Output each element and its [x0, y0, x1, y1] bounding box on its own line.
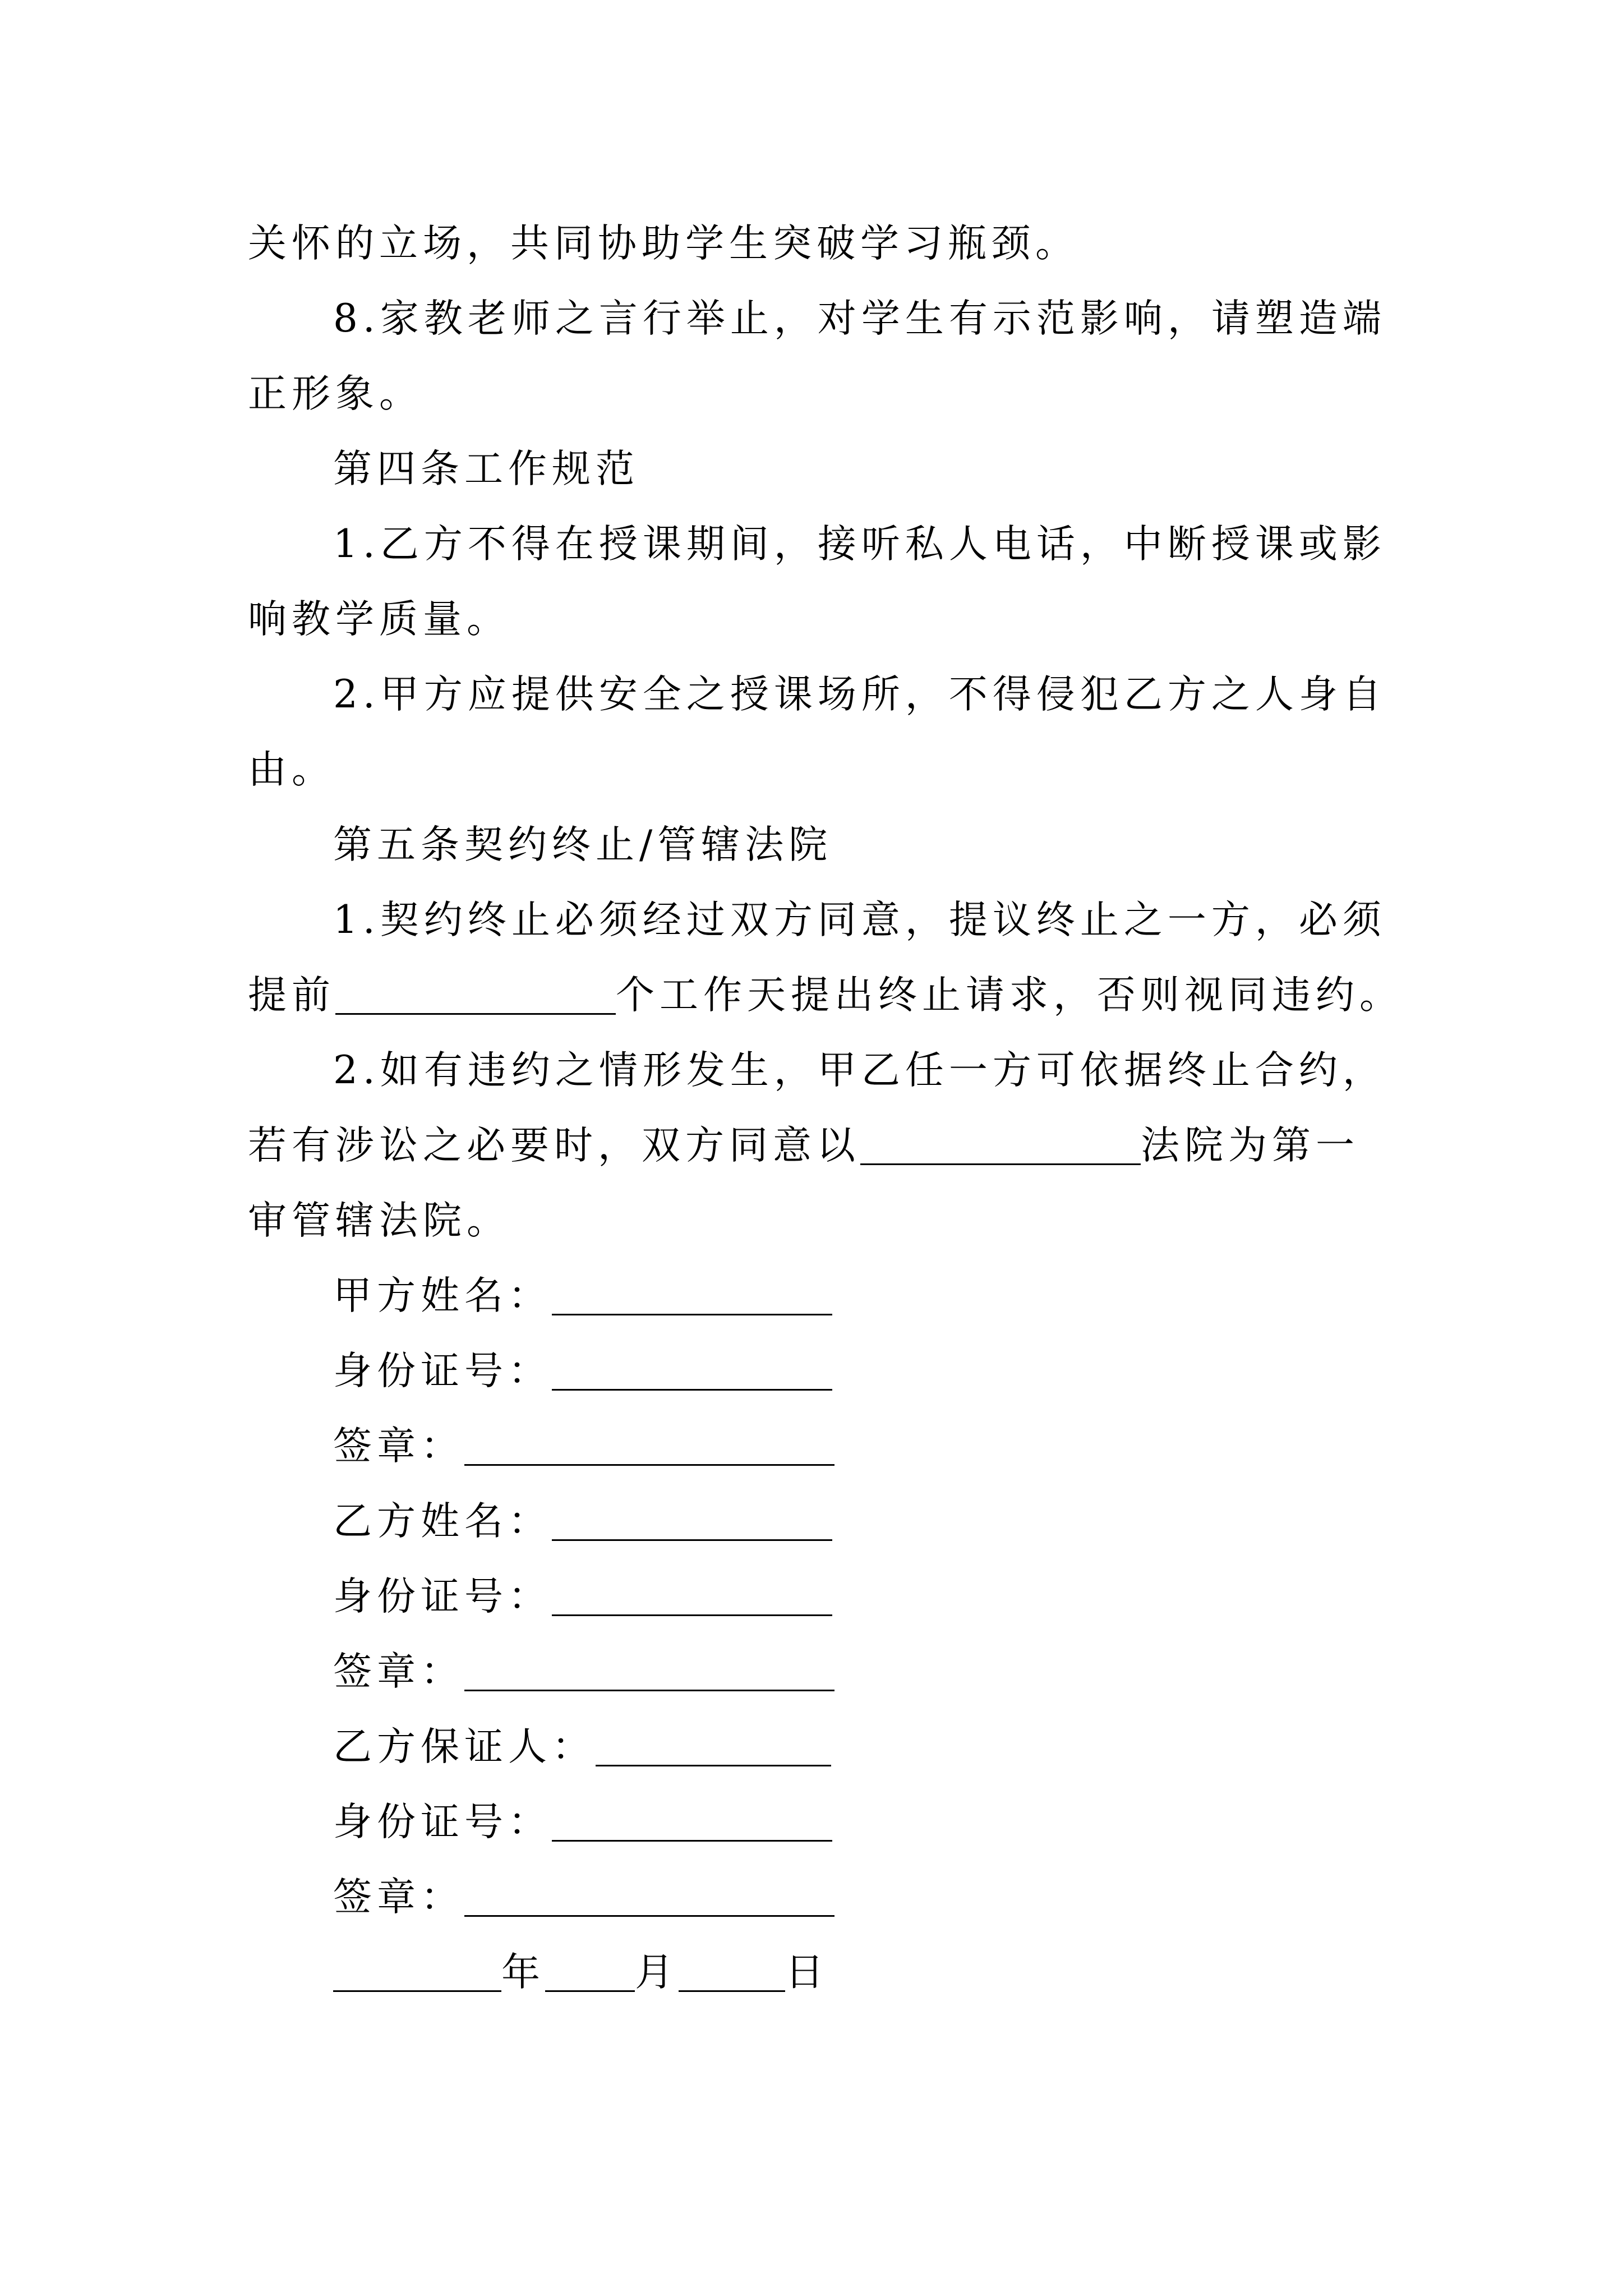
party-a-seal-blank[interactable] [464, 1429, 834, 1466]
day-blank[interactable] [679, 1955, 785, 1992]
party-a-id-row [333, 1349, 832, 1393]
article-5-item-1-line-1: 1.契约终止必须经过双方同意，提议终止之一方，必须 [333, 898, 1386, 942]
text-segment: 法院为第一 [1141, 1123, 1359, 1168]
year-label: 年 [501, 1950, 545, 1995]
article-5-item-2-line-3: 审管辖法院。 [248, 1198, 510, 1243]
guarantor-blank[interactable] [596, 1730, 831, 1766]
party-b-id-row [333, 1574, 832, 1619]
guarantor-id-label: 身份证号： [333, 1800, 552, 1844]
guarantor-id-blank[interactable] [552, 1805, 832, 1842]
text-segment: 提前 [248, 973, 335, 1018]
party-a-name-blank[interactable] [552, 1279, 832, 1315]
article-4-item-2-line-2: 由。 [248, 747, 335, 792]
party-a-id-label: 身份证号： [333, 1349, 552, 1393]
days-blank[interactable] [335, 978, 616, 1015]
article-5-heading: 第五条契约终止/管辖法院 [333, 822, 833, 867]
court-blank[interactable] [860, 1129, 1141, 1165]
article-4-item-1-line-1: 1.乙方不得在授课期间，接听私人电话，中断授课或影 [333, 522, 1386, 567]
clause-8-line-1: 8.家教老师之言行举止，对学生有示范影响，请塑造端 [333, 296, 1386, 341]
article-5-item-2-line-1: 2.如有违约之情形发生，甲乙任一方可依据终止合约， [333, 1048, 1386, 1093]
month-label: 月 [635, 1950, 679, 1995]
party-b-id-blank[interactable] [552, 1580, 832, 1616]
date-row [333, 1950, 829, 1995]
party-a-name-label: 甲方姓名： [333, 1273, 552, 1318]
party-a-name-row [333, 1273, 832, 1318]
party-a-id-blank[interactable] [552, 1354, 832, 1391]
article-5-item-2-line-2 [248, 1123, 1359, 1168]
month-blank[interactable] [545, 1955, 635, 1992]
guarantor-seal-row [333, 1875, 834, 1920]
party-b-seal-row [333, 1649, 834, 1694]
party-a-seal-row [333, 1424, 834, 1469]
party-a-seal-label: 签章： [333, 1424, 464, 1469]
guarantor-id-row [333, 1800, 832, 1844]
text-segment: 个工作天提出终止请求，否则视同违约。 [616, 973, 1403, 1018]
paragraph-line: 关怀的立场，共同协助学生突破学习瓶颈。 [248, 221, 1079, 266]
party-b-name-label: 乙方姓名： [333, 1499, 552, 1544]
clause-8-line-2: 正形象。 [248, 371, 423, 416]
party-b-seal-label: 签章： [333, 1649, 464, 1694]
party-b-name-blank[interactable] [552, 1504, 832, 1541]
year-blank[interactable] [333, 1955, 501, 1992]
party-b-seal-blank[interactable] [464, 1655, 834, 1691]
article-4-item-2-line-1: 2.甲方应提供安全之授课场所，不得侵犯乙方之人身自 [333, 672, 1386, 717]
text-segment: 若有涉讼之必要时，双方同意以 [248, 1123, 860, 1168]
day-label: 日 [785, 1950, 829, 1995]
article-4-item-1-line-2: 响教学质量。 [248, 597, 510, 642]
guarantor-row [333, 1724, 831, 1769]
article-4-heading: 第四条工作规范 [333, 447, 639, 491]
party-b-name-row [333, 1499, 832, 1544]
guarantor-label: 乙方保证人： [333, 1724, 596, 1769]
guarantor-seal-blank[interactable] [464, 1880, 834, 1917]
guarantor-seal-label: 签章： [333, 1875, 464, 1920]
party-b-id-label: 身份证号： [333, 1574, 552, 1619]
article-5-item-1-line-2 [248, 973, 1403, 1018]
